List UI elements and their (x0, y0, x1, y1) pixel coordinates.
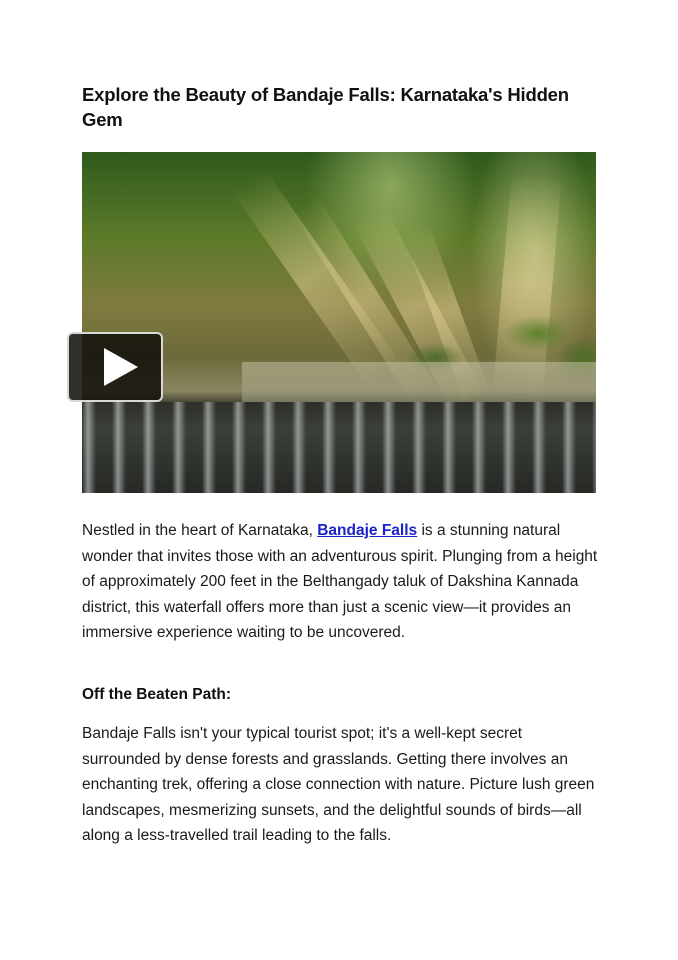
intro-paragraph (82, 518, 602, 646)
page-title: Explore the Beauty of Bandaje Falls: Karnataka's Hidden Gem (82, 84, 569, 130)
hero-image (82, 152, 596, 493)
intro-text-start: Nestled in the heart of Karnataka, (82, 522, 318, 539)
play-icon (104, 348, 138, 386)
waterfall (82, 402, 596, 493)
section-heading: Off the Beaten Path: (82, 686, 231, 703)
pool (242, 362, 596, 404)
intro-text-end: is a stunning natural wonder that invites those with an adventurous spirit. Plunging from a height of approximately 200 feet in the Belthangady taluk of Dakshina Kannada district, this waterfall offers more than just a scenic view—it provides an immersive experience waiting to be uncovered. (82, 522, 598, 642)
bandaje-falls-link[interactable]: Bandaje Falls (317, 522, 418, 539)
off-beaten-path-paragraph: Bandaje Falls isn't your typical tourist spot; it's a well-kept secret surrounded by dense forests and grasslands. Getting there involves an enchanting trek, offering a close connection with nature. Picture lush green landscapes, mesmerizing sunsets, and the delightful sounds of birds—all along a less-travelled trail leading to the falls. (82, 725, 595, 845)
play-button[interactable] (67, 332, 163, 402)
